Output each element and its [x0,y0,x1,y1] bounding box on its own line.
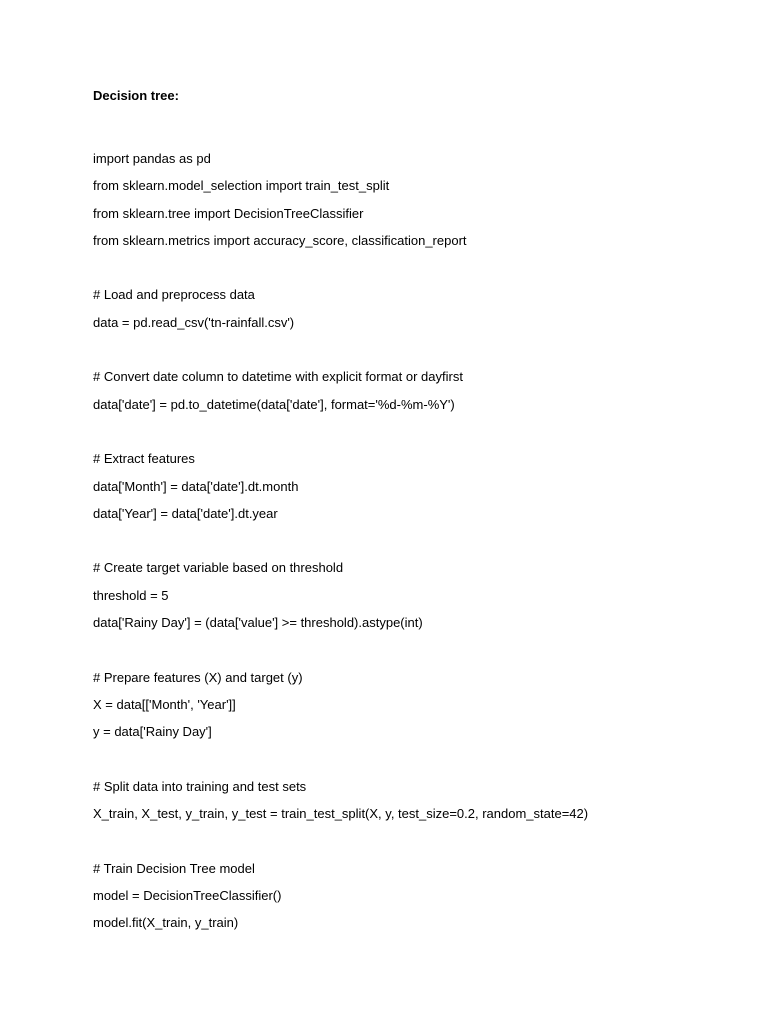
code-line: import pandas as pd [93,151,211,166]
blank-line [93,341,733,368]
code-line: X = data[['Month', 'Year']] [93,696,236,712]
code-line: y = data['Rainy Day'] [93,724,212,740]
blank-line [93,259,733,286]
code-line: data['date'] = pd.to_datetime(data['date'], format='%d-%m-%Y') [93,396,455,412]
comment-line: # Prepare features (X) and target (y) [93,669,303,685]
blank-line [93,751,733,778]
comment-line: # Extract features [93,451,195,467]
blank-line [93,423,733,450]
code-line: model = DecisionTreeClassifier() [93,888,282,904]
heading-spacer [93,105,733,150]
comment-line: # Load and preprocess data [93,287,255,303]
code-line: data['Month'] = data['date'].dt.month [93,478,299,494]
blank-line [93,832,733,859]
code-line: data = pd.read_csv('tn-rainfall.csv') [93,314,295,330]
code-lines [93,150,733,942]
document-body [93,87,733,942]
code-line: from sklearn.tree import DecisionTreeClassifier [93,205,364,221]
blank-line [93,532,733,559]
comment-line: # Create target variable based on threshold [93,560,344,576]
code-line: model.fit(X_train, y_train) [93,915,239,931]
comment-line: # Convert date column to datetime with explicit format or dayfirst [93,369,463,385]
code-line: data['Year'] = data['date'].dt.year [93,505,278,521]
document-heading: Decision tree: [93,88,179,103]
code-line: from sklearn.model_selection import train_test_split [93,178,390,194]
code-line: threshold = 5 [93,587,169,603]
blank-line [93,641,733,668]
comment-line: # Train Decision Tree model [93,860,255,876]
code-line: from sklearn.metrics import accuracy_score, classification_report [93,232,467,248]
comment-line: # Split data into training and test sets [93,778,307,794]
code-line: data['Rainy Day'] = (data['value'] >= threshold).astype(int) [93,615,423,631]
code-line: X_train, X_test, y_train, y_test = train_test_split(X, y, test_size=0.2, random_state=42) [93,806,589,822]
